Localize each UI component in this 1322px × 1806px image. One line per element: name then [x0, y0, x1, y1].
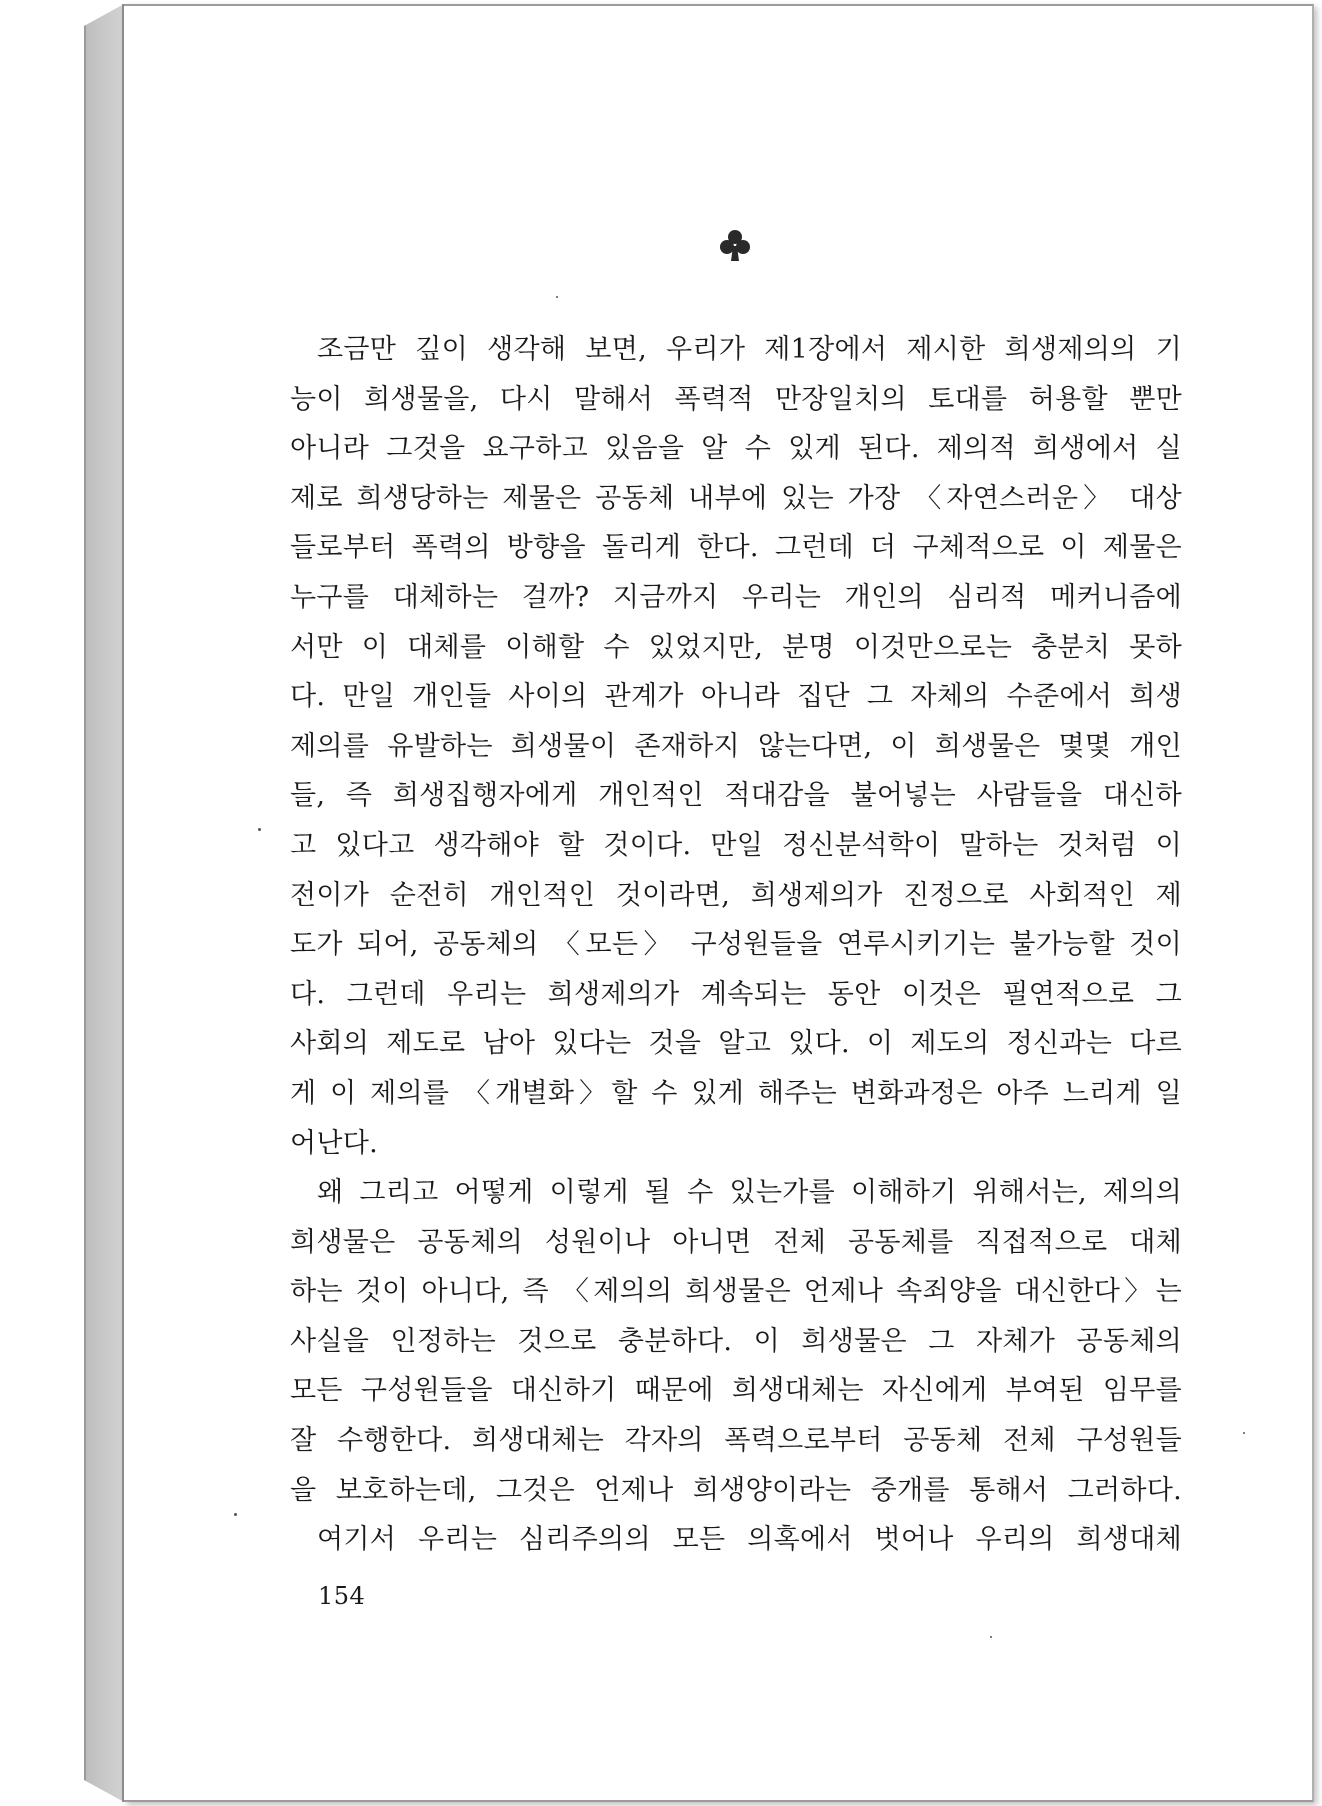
scan-speck [990, 1636, 992, 1638]
text-line: 을 보호하는데, 그것은 언제나 희생양이라는 중개를 통해서 그러하다. [290, 1474, 1182, 1506]
text-line: 하는 것이 아니다, 즉 〈제의의 희생물은 언제나 속죄양을 대신한다〉는 [290, 1276, 1182, 1308]
text-line: 다. 만일 개인들 사이의 관계가 아니라 집단 그 자체의 수준에서 희생 [290, 681, 1182, 713]
book-spine [84, 4, 124, 1802]
text-line: 도가 되어, 공동체의 〈모든〉 구성원들을 연루시키기는 불가능할 것이 [290, 929, 1182, 961]
text-line: 제로 희생당하는 제물은 공동체 내부에 있는 가장 〈자연스러운〉 대상 [290, 482, 1182, 514]
text-line: 모든 구성원들을 대신하기 때문에 희생대체는 자신에게 부여된 임무를 [290, 1375, 1182, 1407]
page-number: 154 [318, 1582, 366, 1610]
text-line: 조금만 깊이 생각해 보면, 우리가 제1장에서 제시한 희생제의의 기 [317, 334, 1182, 365]
scan-speck [258, 828, 261, 831]
text-line: 제의를 유발하는 희생물이 존재하지 않는다면, 이 희생물은 몇몇 개인 [290, 730, 1182, 762]
text-line: 게 이 제의를 〈개별화〉할 수 있게 해주는 변화과정은 아주 느리게 일 [290, 1077, 1182, 1109]
text-line: 능이 희생물을, 다시 말해서 폭력적 만장일치의 토대를 허용할 뿐만 [290, 383, 1182, 415]
text-line: 누구를 대체하는 걸까? 지금까지 우리는 개인의 심리적 메커니즘에 [290, 581, 1182, 613]
text-line: 잘 수행한다. 희생대체는 각자의 폭력으로부터 공동체 전체 구성원들 [290, 1425, 1182, 1457]
text-line: 어난다. [290, 1127, 379, 1159]
text-line: 들로부터 폭력의 방향을 돌리게 한다. 그런데 더 구체적으로 이 제물은 [290, 532, 1182, 564]
scan-speck [234, 1513, 237, 1516]
scan-speck [556, 296, 558, 298]
text-line: 왜 그리고 어떻게 이렇게 될 수 있는가를 이해하기 위해서는, 제의의 [317, 1177, 1182, 1209]
text-line: 들, 즉 희생집행자에게 개인적인 적대감을 불어넣는 사람들을 대신하 [290, 780, 1182, 812]
text-line: 사실을 인정하는 것으로 충분하다. 이 희생물은 그 자체가 공동체의 [290, 1325, 1182, 1357]
scan-speck [1243, 1432, 1245, 1434]
text-line: 다. 그런데 우리는 희생제의가 계속되는 동안 이것은 필연적으로 그 [290, 978, 1182, 1010]
text-line: 희생물은 공동체의 성원이나 아니면 전체 공동체를 직접적으로 대체 [290, 1226, 1182, 1258]
body-text [290, 325, 1182, 1565]
text-line: 여기서 우리는 심리주의의 모든 의혹에서 벗어나 우리의 희생대체 [317, 1524, 1182, 1556]
text-line: 고 있다고 생각해야 할 것이다. 만일 정신분석학이 말하는 것처럼 이 [290, 829, 1182, 861]
text-line: 서만 이 대체를 이해할 수 있었지만, 분명 이것만으로는 충분치 못하 [290, 631, 1182, 663]
text-line: 사회의 제도로 남아 있다는 것을 알고 있다. 이 제도의 정신과는 다르 [290, 1028, 1182, 1060]
text-line: 아니라 그것을 요구하고 있음을 알 수 있게 된다. 제의적 희생에서 실 [290, 433, 1182, 465]
club-icon [718, 228, 752, 264]
text-line: 전이가 순전히 개인적인 것이라면, 희생제의가 진정으로 사회적인 제 [290, 879, 1182, 911]
